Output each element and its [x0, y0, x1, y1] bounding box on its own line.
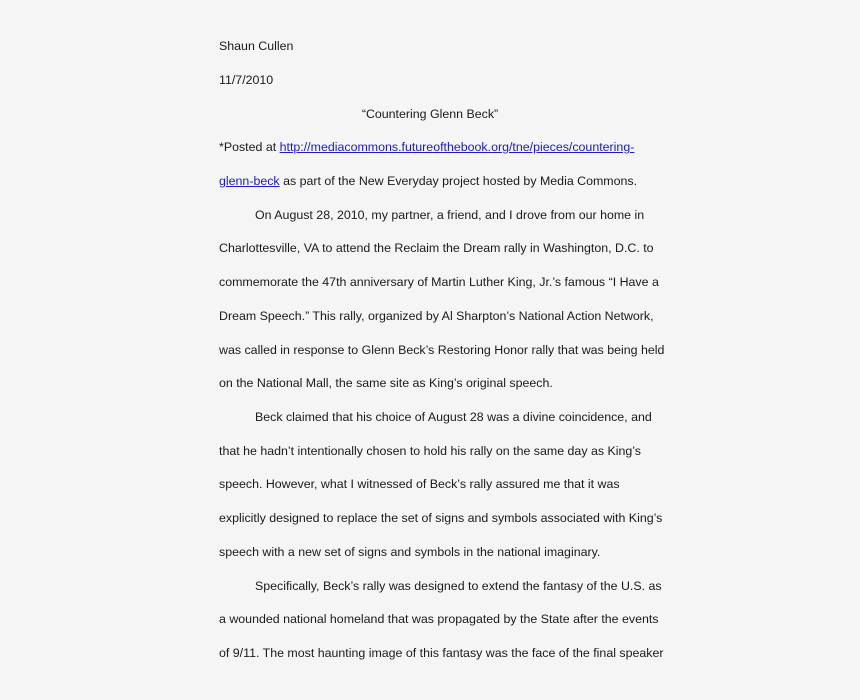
paragraph-line: was called in response to Glenn Beck’s Restoring Honor rally that was being held: [219, 343, 665, 357]
paragraph-line: speech. However, what I witnessed of Beck’s rally assured me that it was: [219, 477, 620, 491]
paragraph-line: Specifically, Beck’s rally was designed to extend the fantasy of the U.S. as: [255, 579, 662, 593]
document-title: “Countering Glenn Beck”: [361, 107, 499, 121]
paragraph-line: Beck claimed that his choice of August 28 was a divine coincidence, and: [255, 410, 652, 424]
paragraph-line: on the National Mall, the same site as King’s original speech.: [219, 376, 553, 390]
author-name: Shaun Cullen: [219, 39, 294, 53]
source-link-part-1[interactable]: http://mediacommons.futureofthebook.org/tne/pieces/countering-: [279, 140, 635, 154]
paragraph-line: speech with a new set of signs and symbols in the national imaginary.: [219, 545, 601, 559]
paragraph-line: On August 28, 2010, my partner, a friend, and I drove from our home in: [255, 208, 645, 222]
paragraph-line: of 9/11. The most haunting image of this fantasy was the face of the final speaker: [219, 646, 664, 660]
posted-line-2: [219, 173, 637, 189]
posted-prefix: *Posted at: [219, 140, 280, 154]
paragraph-line: Dream Speech.” This rally, organized by Al Sharpton’s National Action Network,: [219, 309, 654, 323]
document-date: 11/7/2010: [219, 73, 274, 87]
paragraph-line: a wounded national homeland that was propagated by the State after the events: [219, 612, 659, 626]
paragraph-line: that he hadn’t intentionally chosen to hold his rally on the same day as King’s: [219, 444, 642, 458]
posted-suffix: as part of the New Everyday project hosted by Media Commons.: [279, 174, 638, 188]
paragraph-line: commemorate the 47th anniversary of Martin Luther King, Jr.’s famous “I Have a: [219, 275, 659, 289]
paragraph-line: explicitly designed to replace the set of signs and symbols associated with King’s: [219, 511, 663, 525]
posted-line-1: [219, 139, 634, 155]
source-link-part-2[interactable]: glenn-beck: [219, 174, 280, 188]
paragraph-line: Charlottesville, VA to attend the Reclaim the Dream rally in Washington, D.C. to: [219, 241, 654, 255]
